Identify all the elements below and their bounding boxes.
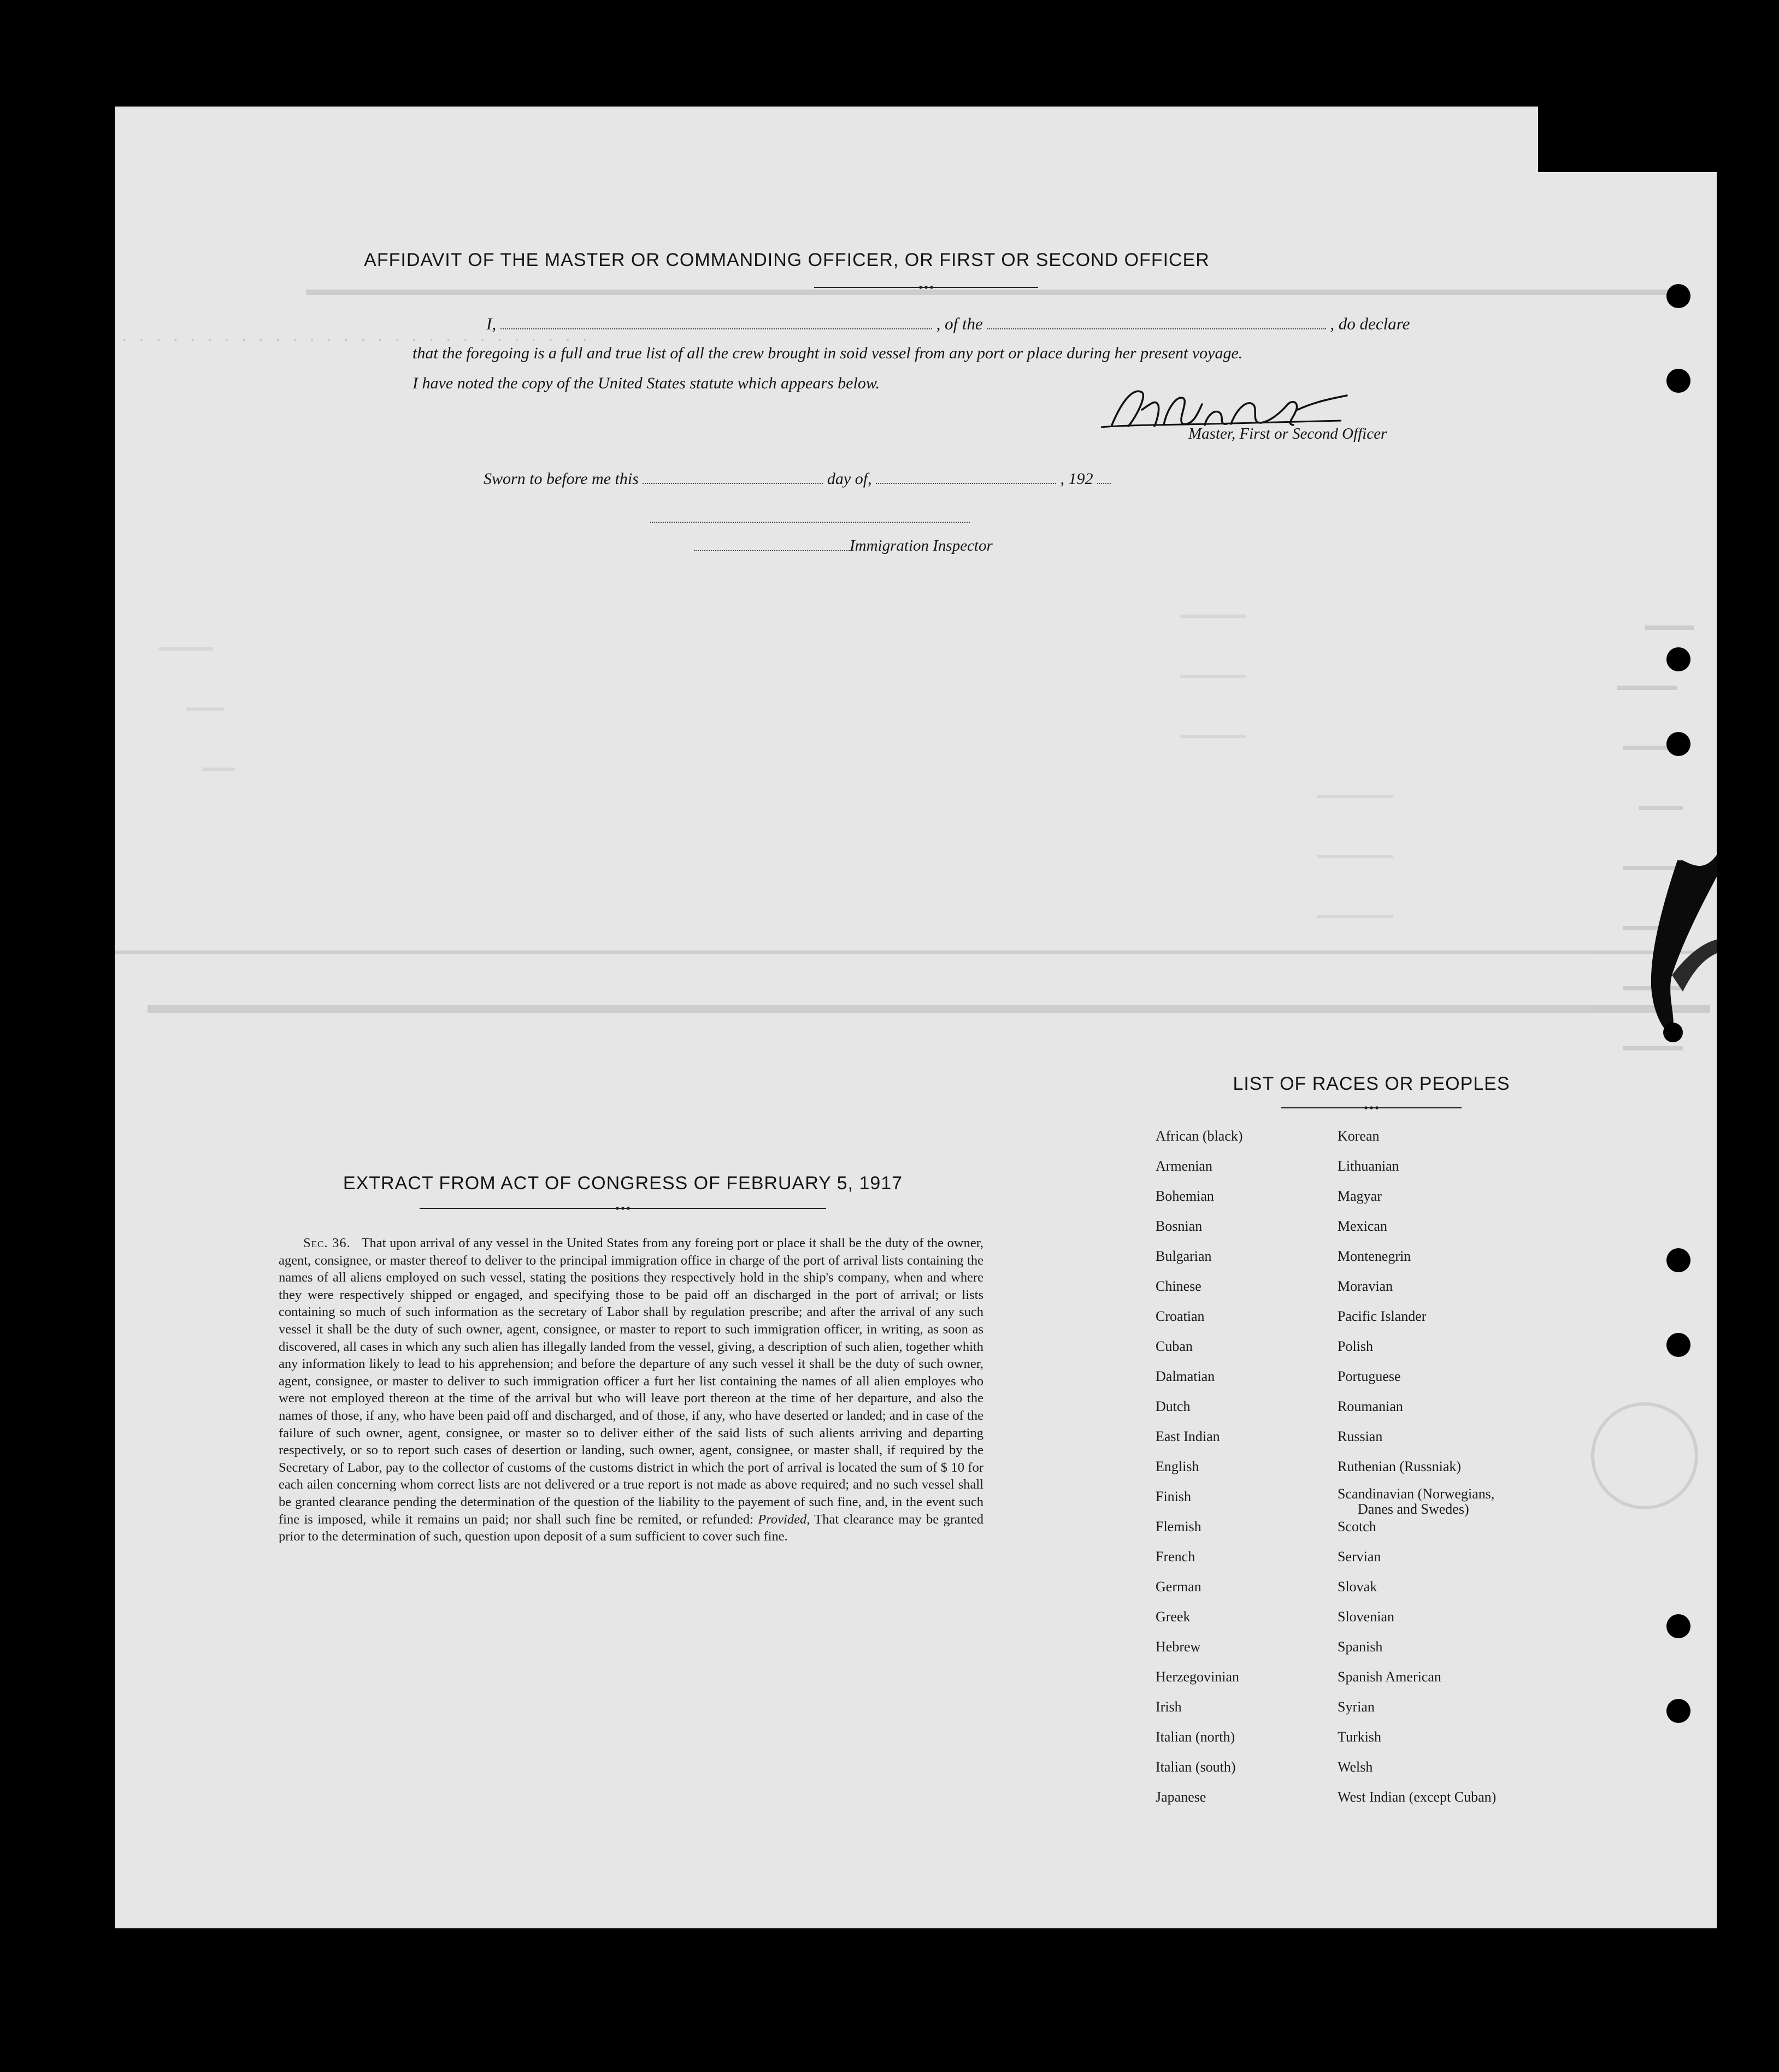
extract-title: EXTRACT FROM ACT OF CONGRESS OF FEBRUARY 5, 1917 bbox=[343, 1173, 903, 1194]
race-item: Dalmatian bbox=[1156, 1368, 1215, 1384]
sworn-year-field[interactable] bbox=[1097, 483, 1111, 484]
race-item: Servian bbox=[1338, 1549, 1381, 1565]
binder-hole bbox=[1666, 1699, 1690, 1723]
race-item: Dutch bbox=[1156, 1398, 1191, 1414]
binder-hole bbox=[1666, 1614, 1690, 1638]
day-of-label: day of, bbox=[827, 470, 872, 488]
immigration-inspector-label: Immigration Inspector bbox=[850, 537, 993, 554]
race-item: Syrian bbox=[1338, 1699, 1375, 1715]
binder-hole bbox=[1666, 1333, 1690, 1357]
race-item: Bulgarian bbox=[1156, 1248, 1212, 1264]
of-the-label: , of the bbox=[936, 314, 983, 333]
binder-hole bbox=[1666, 284, 1690, 308]
race-item: Spanish bbox=[1338, 1639, 1383, 1655]
binder-hole bbox=[1666, 647, 1690, 671]
race-item: Greek bbox=[1156, 1609, 1191, 1625]
race-item: Russian bbox=[1338, 1428, 1383, 1444]
bleed-through-rows: · · · · · · · · · · · · · · · · · · · · · · · · · · · · bbox=[120, 332, 590, 349]
race-item: Ruthenian (Russniak) bbox=[1338, 1459, 1462, 1474]
race-item: Lithuanian bbox=[1338, 1158, 1399, 1174]
sworn-month-field[interactable] bbox=[876, 483, 1056, 484]
race-item: Pacific Islander bbox=[1338, 1308, 1427, 1324]
races-title-rule bbox=[1281, 1107, 1462, 1112]
declarant-i: I, bbox=[486, 314, 497, 333]
race-item: Roumanian bbox=[1338, 1398, 1403, 1414]
race-item: Italian (north) bbox=[1156, 1729, 1235, 1745]
declarant-name-field[interactable] bbox=[500, 328, 932, 329]
race-item: Irish bbox=[1156, 1699, 1182, 1715]
vessel-name-field[interactable] bbox=[987, 328, 1326, 329]
race-item: Scandinavian (Norwegians, bbox=[1338, 1486, 1495, 1502]
race-item: Scotch bbox=[1338, 1519, 1376, 1534]
race-item: Armenian bbox=[1156, 1158, 1212, 1174]
race-item: East Indian bbox=[1156, 1428, 1220, 1444]
sworn-label: Sworn to before me this bbox=[484, 470, 639, 488]
declaration-line bbox=[486, 314, 1410, 334]
extract-text-end: That clearance may be granted prior to the determination of such, question upon deposit of a sum sufficient to cover such fine. bbox=[279, 1512, 983, 1544]
race-item: Hebrew bbox=[1156, 1639, 1201, 1655]
race-item: French bbox=[1156, 1549, 1195, 1565]
race-item: Magyar bbox=[1338, 1188, 1382, 1204]
sworn-day-field[interactable] bbox=[643, 483, 823, 484]
statement-line-2: I have noted the copy of the United States statute which appears below. bbox=[413, 374, 880, 392]
race-item: Chinese bbox=[1156, 1278, 1201, 1294]
affidavit-title-rule bbox=[814, 287, 1038, 291]
race-item: Moravian bbox=[1338, 1278, 1393, 1294]
race-item: Croatian bbox=[1156, 1308, 1205, 1324]
race-item: Japanese bbox=[1156, 1789, 1206, 1805]
race-item: Korean bbox=[1338, 1128, 1380, 1144]
race-item: Herzegovinian bbox=[1156, 1669, 1240, 1685]
race-item: Welsh bbox=[1338, 1759, 1373, 1775]
race-item: Bosnian bbox=[1156, 1218, 1203, 1234]
binder-hole bbox=[1666, 369, 1690, 393]
race-item: German bbox=[1156, 1579, 1201, 1595]
binding-ribbon bbox=[1639, 746, 1717, 1052]
race-item: Finish bbox=[1156, 1489, 1192, 1504]
race-item: English bbox=[1156, 1459, 1199, 1474]
race-item: Slovak bbox=[1338, 1579, 1377, 1595]
extract-provided: Provided, bbox=[758, 1512, 810, 1527]
race-item: West Indian (except Cuban) bbox=[1338, 1789, 1497, 1805]
race-item: Polish bbox=[1338, 1338, 1374, 1354]
sworn-line bbox=[484, 470, 1111, 488]
statement-line-1: that the foregoing is a full and true list of all the crew brought in soid vessel from any port or place during her present voyage. bbox=[413, 344, 1243, 362]
do-declare-label: , do declare bbox=[1330, 314, 1410, 333]
race-item: Portuguese bbox=[1338, 1368, 1401, 1384]
race-item: Spanish American bbox=[1338, 1669, 1441, 1685]
corner-tab bbox=[1538, 107, 1717, 172]
affidavit-title: AFFIDAVIT OF THE MASTER OR COMMANDING OFFICER, OR FIRST OR SECOND OFFICER bbox=[364, 250, 1210, 270]
race-item: African (black) bbox=[1156, 1128, 1243, 1144]
year-prefix-label: , 192 bbox=[1060, 470, 1093, 488]
race-item: Turkish bbox=[1338, 1729, 1381, 1745]
bleed-through-texture bbox=[115, 107, 1717, 1928]
race-item: Slovenian bbox=[1338, 1609, 1394, 1625]
race-item: Montenegrin bbox=[1338, 1248, 1411, 1264]
race-item: Italian (south) bbox=[1156, 1759, 1236, 1775]
extract-text-main: That upon arrival of any vessel in the United States from any foreing port or place it shall be the duty of the owner, agent, consignee, or master thereof to deliver to the principal immigration office in charge of the port of arrival lists containing the names of all aliens employed on such vessel, stating the positions they respectively hold in the ship's company, when and where they were respectively shipped or engaged, and specifying those to be paid off an discharged in the port of arrival; or lists containing so much of such information as the secretary of Labor shall by regulation prescribe; and after the arrival of any such vessel it shall be the duty of such owner, agent, consignee, or master to report to such immigration officer, in writing, as soon as discovered, all cases in which any such alien has illegally landed from the vessel, giving, a description of such alien, together whith any information likely to lead to his apprehension; and before the departure of any such vessel it shall be the duty of such owner, agent, consignee, or master to deliver to such immigration officer a furt her list containing the names of all alien employes who were not employed thereon at the time of the arrival but who will leave port thereon at the time of her departure, and also the names of those, if any, who have been paid off and discharged, and of those, if any, who have deserted or landed; and in case of the failure of such owner, agent, consignee, or master so to deliver either of the said lists of such alients arriving and departing respectively, or so to report such cases of desertion or landing, such owner, agent, consignee, or master shall, if required by the Secretary of Labor, pay to the collector of customs of the customs district in which the port of arrival is located the sum of $ 10 for each ailen concerning whom correct lists are not delivered or a true report is not made as above required; and no such vessel shall be granted clearance pending the determination of the question of the liability to the payement of such fine, and, in the event such fine is imposed, while it remains un paid; nor shall such fine be remited, or refunded: bbox=[279, 1236, 983, 1527]
extract-title-rule bbox=[420, 1208, 826, 1212]
extract-body bbox=[279, 1235, 983, 1545]
master-officer-label: Master, First or Second Officer bbox=[1188, 425, 1387, 442]
section-number: Sec. 36. bbox=[303, 1236, 351, 1250]
inspector-left-dots bbox=[694, 550, 850, 551]
race-item: Mexican bbox=[1338, 1218, 1387, 1234]
race-item: Danes and Swedes) bbox=[1358, 1501, 1469, 1517]
race-item: Cuban bbox=[1156, 1338, 1193, 1354]
races-title: LIST OF RACES OR PEOPLES bbox=[1233, 1073, 1510, 1094]
binder-hole bbox=[1666, 1248, 1690, 1272]
race-item: Flemish bbox=[1156, 1519, 1201, 1534]
document-page bbox=[115, 107, 1717, 1928]
race-item: Bohemian bbox=[1156, 1188, 1214, 1204]
inspector-signature-field[interactable] bbox=[650, 522, 970, 523]
